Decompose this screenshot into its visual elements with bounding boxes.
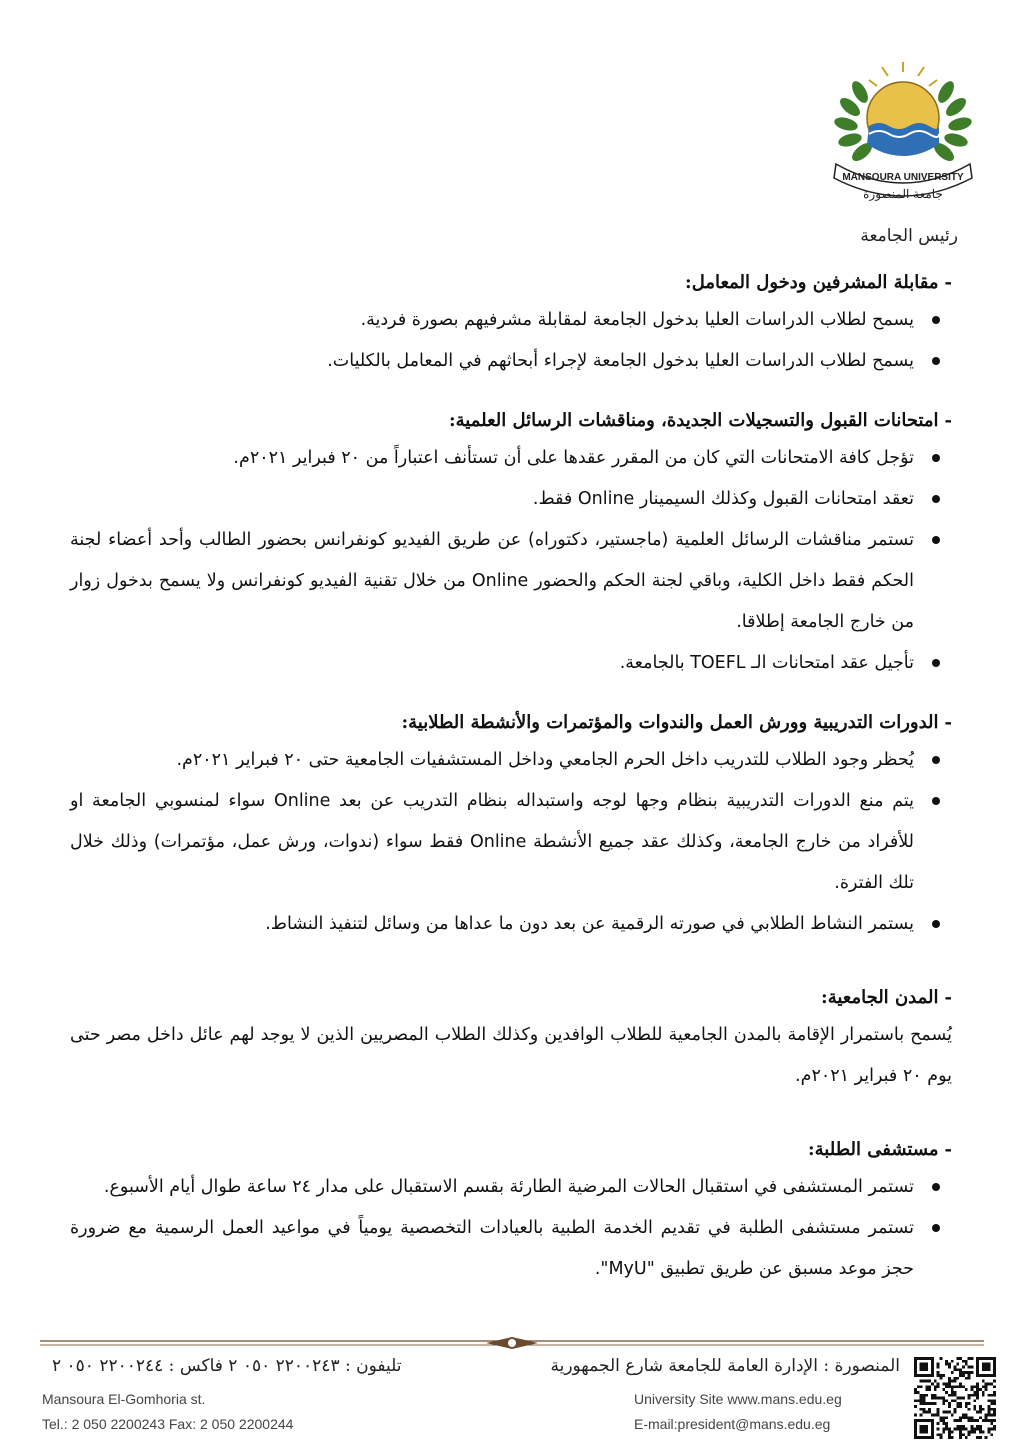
- footer-phones-ar: تليفون : ٢٢٠٠٢٤٣ ٠٥٠ ٢ فاكس : ٢٢٠٠٢٤٤ ٠٥٠ ٢: [52, 1356, 402, 1376]
- footer-website[interactable]: University Site www.mans.edu.eg: [634, 1391, 842, 1407]
- bullet-list: [70, 1167, 952, 1290]
- section-title: -المدن الجامعية:: [821, 987, 952, 1008]
- list-item: تأجيل عقد امتحانات الـ TOEFL بالجامعة.: [70, 643, 914, 684]
- bullet-list: [70, 438, 952, 684]
- section-training-activities: [70, 710, 952, 945]
- logo-text-ar: جامعة المنصورة: [863, 187, 943, 201]
- list-item: يُحظر وجود الطلاب للتدريب داخل الحرم الجامعي وداخل المستشفيات الجامعية حتى ٢٠ فبراير ٢٠٢١م.: [70, 740, 914, 781]
- list-item: يسمح لطلاب الدراسات العليا بدخول الجامعة لإجراء أبحاثهم في المعامل بالكليات.: [70, 341, 914, 382]
- footer-address-ar: المنصورة : الإدارة العامة للجامعة شارع الجمهورية: [550, 1356, 900, 1376]
- section-dorms: [70, 985, 952, 1097]
- section-paragraph: يُسمح باستمرار الإقامة بالمدن الجامعية للطلاب الوافدين وكذلك الطلاب المصريين الذين لا يوجد لهم عائل داخل مصر حتى يوم ٢٠ فبراير ٢٠٢١م.: [70, 1025, 952, 1086]
- list-item: تستمر المستشفى في استقبال الحالات المرضية الطارئة بقسم الاستقبال على مدار ٢٤ ساعة طوال أيام الأسبوع.: [70, 1167, 914, 1208]
- list-item: تؤجل كافة الامتحانات التي كان من المقرر عقدها على أن تستأنف اعتباراً من ٢٠ فبراير ٢٠٢١م.: [70, 438, 914, 479]
- bullet-list: [70, 300, 952, 382]
- section-supervisors-labs: [70, 270, 952, 382]
- list-item: يتم منع الدورات التدريبية بنظام وجها لوجه واستبداله بنظام التدريب عن بعد Online سواء لمنسوبي الجامعة او للأفراد من خارج الجامعة، وكذلك عقد جميع الأنشطة Online فقط سواء (ندوات، ورش عمل، مؤتمرات) وذلك خلال تلك الفترة.: [70, 781, 914, 904]
- footer-address-en: Mansoura El-Gomhoria st.: [42, 1391, 206, 1407]
- section-exams-theses: [70, 408, 952, 684]
- list-item: تستمر مستشفى الطلبة في تقديم الخدمة الطبية بالعيادات التخصصية يومياً في مواعيد العمل الرسمية مع ضرورة حجز موعد مسبق عن طريق تطبيق "MyU".: [70, 1208, 914, 1290]
- footer-divider: [40, 1336, 984, 1350]
- list-item: يسمح لطلاب الدراسات العليا بدخول الجامعة لمقابلة مشرفيهم بصورة فردية.: [70, 300, 914, 341]
- footer-phones-en: Tel.: 2 050 2200243 Fax: 2 050 2200244: [42, 1416, 294, 1432]
- list-item: تستمر مناقشات الرسائل العلمية (ماجستير، دكتوراه) عن طريق الفيديو كونفرانس بحضور الطالب وأحد أعضاء لجنة الحكم فقط داخل الكلية، وباقي لجنة الحكم والحضور Online من خلال تقنية الفيديو كونفرانس ولا يسمح بدخول زوار من خارج الجامعة إطلاقا.: [70, 520, 914, 643]
- list-item: يستمر النشاط الطلابي في صورته الرقمية عن بعد دون ما عداها من وسائل لتنفيذ النشاط.: [70, 904, 914, 945]
- university-logo: [822, 52, 984, 202]
- document-body: [70, 270, 952, 1302]
- section-title: -مستشفى الطلبة:: [808, 1139, 952, 1160]
- qr-code-icon[interactable]: [914, 1357, 996, 1439]
- sender-title: رئيس الجامعة: [860, 226, 958, 246]
- footer-email[interactable]: E-mail:president@mans.edu.eg: [634, 1416, 831, 1432]
- section-title: -مقابلة المشرفين ودخول المعامل:: [685, 272, 952, 293]
- bullet-list: [70, 740, 952, 945]
- section-title: -امتحانات القبول والتسجيلات الجديدة، ومناقشات الرسائل العلمية:: [449, 410, 952, 431]
- section-title: -الدورات التدريبية وورش العمل والندوات والمؤتمرات والأنشطة الطلابية:: [401, 712, 952, 733]
- list-item: تعقد امتحانات القبول وكذلك السيمينار Online فقط.: [70, 479, 914, 520]
- section-student-hospital: [70, 1137, 952, 1290]
- logo-text-en: MANSOURA UNIVERSITY: [842, 172, 964, 183]
